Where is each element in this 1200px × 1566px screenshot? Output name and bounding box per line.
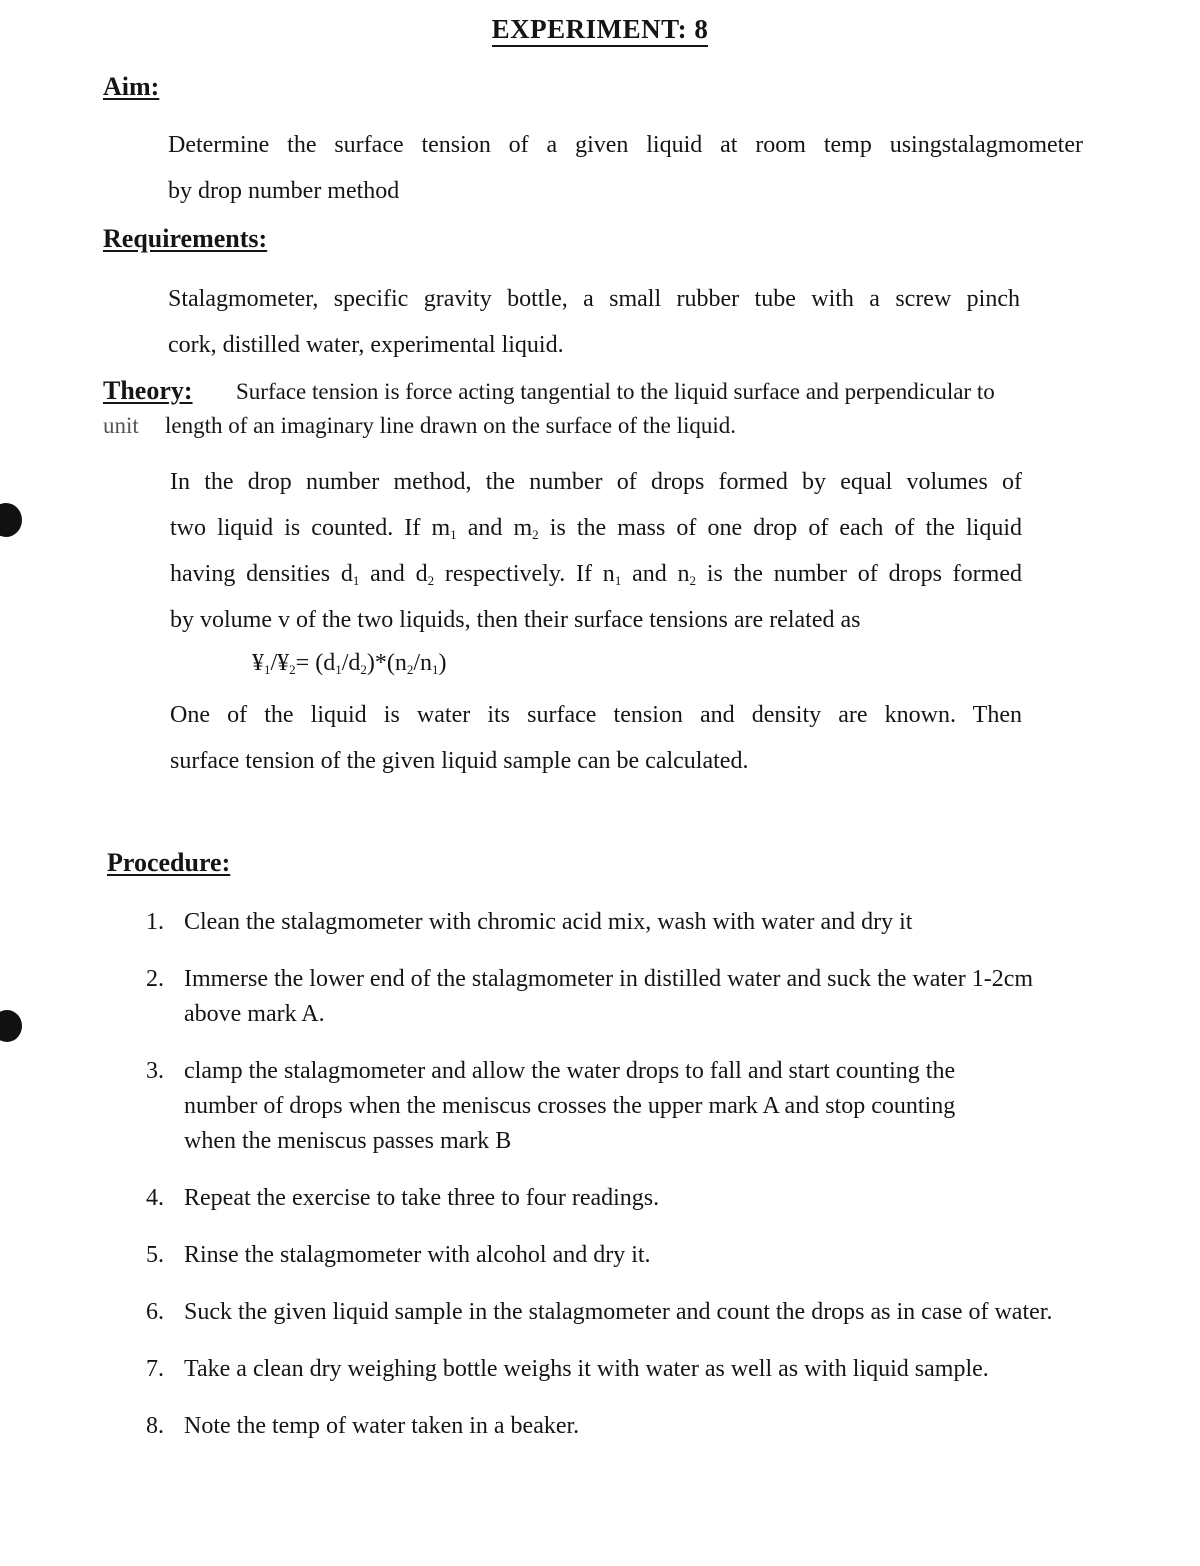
procedure-heading: Procedure: [107, 848, 231, 877]
step-text: Rinse the stalagmometer with alcohol and dry it. [184, 1242, 651, 1268]
theory-heading: Theory: [103, 376, 193, 405]
procedure-step [140, 1295, 1070, 1330]
theory-line-2: length of an imaginary line drawn on the surface of the liquid. [165, 413, 736, 438]
subscript: 1 [450, 527, 457, 542]
text-run: and n [621, 561, 690, 587]
page-title-text: EXPERIMENT: 8 [492, 14, 709, 47]
subscript: 2 [532, 527, 539, 542]
aim-heading: Aim: [103, 72, 160, 101]
water-reference-line-2: surface tension of the given liquid sample can be calculated. [170, 748, 749, 774]
requirements-heading: Requirements: [103, 224, 268, 253]
step-text: clamp the stalagmometer and allow the water drops to fall and start counting the number of drops when the meniscus crosses the upper mark A and stop counting when the meniscus passes mark B [184, 1058, 956, 1154]
formula-run: ¥ [252, 650, 264, 676]
text-run: respectively. If n [434, 561, 615, 587]
surface-tension-formula [252, 650, 447, 678]
subscript: 1 [352, 573, 360, 588]
formula-run: )*(n [366, 650, 407, 676]
text-run: having densities d [170, 561, 353, 587]
drop-method-line-1: In the drop number method, the number of drops formed by equal volumes of [170, 469, 1022, 495]
formula-run: /¥ [270, 650, 290, 676]
step-text: Note the temp of water taken in a beaker. [184, 1413, 580, 1439]
step-number: 8. [146, 1413, 164, 1439]
water-reference-line-1: One of the liquid is water its surface tension and density are known. Then [170, 702, 1022, 728]
procedure-steps [140, 905, 1070, 1444]
procedure-step [140, 962, 1070, 1032]
procedure-step [140, 1181, 1070, 1216]
aim-line-2: by drop number method [168, 178, 400, 204]
formula-run: /d [341, 650, 361, 676]
subscript: 2 [689, 573, 697, 588]
step-text: Repeat the exercise to take three to four readings. [184, 1185, 660, 1211]
water-reference-paragraph [170, 692, 1022, 784]
requirements-text [168, 276, 1020, 368]
formula-subscript: 2 [360, 662, 367, 677]
step-number: 4. [146, 1185, 164, 1211]
step-text: Immerse the lower end of the stalagmometer in distilled water and suck the water 1-2cm above mark A. [184, 966, 1034, 1027]
subscript: 2 [427, 573, 435, 588]
subscript: 1 [614, 573, 622, 588]
formula-run: = (d [295, 650, 336, 676]
punch-hole-mark-lower [0, 1010, 22, 1042]
step-number: 2. [146, 966, 164, 992]
step-number: 6. [146, 1299, 164, 1325]
procedure-step [140, 1409, 1070, 1444]
step-text: Take a clean dry weighing bottle weighs it with water as well as with liquid sample. [184, 1356, 989, 1382]
formula-subscript: 2 [406, 662, 414, 677]
requirements-line-2: cork, distilled water, experimental liquid. [168, 332, 564, 358]
aim-line-1: Determine the surface tension of a given liquid at room temp usingstalagmometer [168, 132, 1083, 158]
procedure-step [140, 905, 1070, 940]
procedure-step [140, 1238, 1070, 1273]
text-run: and m [456, 515, 533, 541]
drop-method-line-2 [170, 505, 1022, 551]
procedure-step [140, 1054, 1070, 1159]
text-run: two liquid is counted. If m [170, 515, 451, 541]
page-title [0, 14, 1200, 45]
formula-run: ) [438, 650, 447, 676]
requirements-line-1: Stalagmometer, specific gravity bottle, a small rubber tube with a screw pinch [168, 286, 1020, 312]
procedure-step [140, 1352, 1070, 1387]
step-number: 5. [146, 1242, 164, 1268]
step-text: Clean the stalagmometer with chromic acid mix, wash with water and dry it [184, 909, 913, 935]
step-number: 1. [146, 909, 164, 935]
aim-text [168, 122, 1083, 214]
formula-subscript: 1 [335, 662, 342, 677]
punch-hole-mark-upper [0, 503, 22, 537]
text-run: and d [359, 561, 428, 587]
theory-line-1: Surface tension is force acting tangential to the liquid surface and perpendicular to [236, 379, 995, 404]
formula-subscript: 2 [289, 662, 296, 677]
step-number: 7. [146, 1356, 164, 1382]
theory-line-2-prefix: unit [103, 413, 139, 438]
drop-method-line-3 [170, 551, 1022, 597]
formula-subscript: 1 [432, 662, 439, 677]
drop-method-line-4: by volume v of the two liquids, then their surface tensions are related as [170, 607, 861, 633]
formula-run: /n [413, 650, 433, 676]
step-text: Suck the given liquid sample in the stalagmometer and count the drops as in case of water. [184, 1299, 1053, 1325]
step-number: 3. [146, 1058, 164, 1084]
text-run: is the number of drops formed [696, 561, 1022, 587]
drop-method-paragraph [170, 459, 1022, 643]
formula-subscript: 1 [264, 662, 271, 677]
text-run: is the mass of one drop of each of the liquid [538, 515, 1023, 541]
